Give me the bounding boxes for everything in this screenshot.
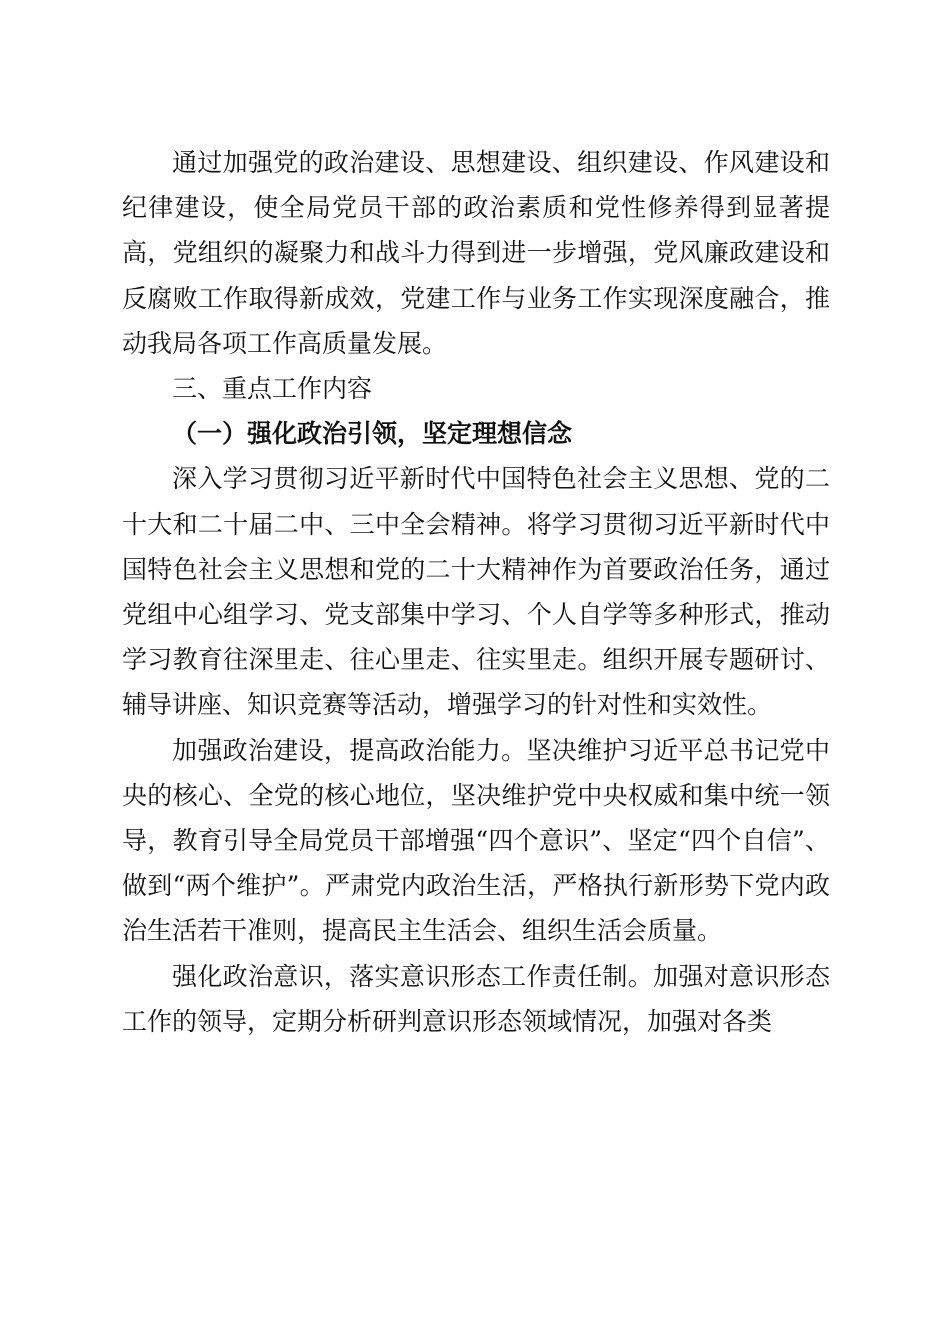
paragraph-political-building: 加强政治建设，提高政治能力。坚决维护习近平总书记党中央的核心、全党的核心地位，坚决维护党中央权威和集中统一领导，教育引导全局党员干部增强“四个意识”、坚定“四个自信”、做到“两个维护”。严肃党内政治生活，严格执行新形势下党内政治生活若干准则，提高民主生活会、组织生活会质量。 (122, 735, 830, 946)
paragraph-goals: 通过加强党的政治建设、思想建设、组织建设、作风建设和纪律建设，使全局党员干部的政治素质和党性修养得到显著提高，党组织的凝聚力和战斗力得到进一步增强，党风廉政建设和反腐败工作取得新成效，党建工作与业务工作实现深度融合，推动我局各项工作高质量发展。 (122, 148, 830, 358)
paragraph-study-thought: 深入学习贯彻习近平新时代中国特色社会主义思想、党的二十大和二十届二中、三中全会精神。将学习贯彻习近平新时代中国特色社会主义思想和党的二十大精神作为首要政治任务，通过党组中心组学习、党支部集中学习、个人自学等多种形式，推动学习教育往深里走、往心里走、往实里走。组织开展专题研讨、辅导讲座、知识竞赛等活动，增强学习的针对性和实效性。 (122, 464, 830, 720)
document-body (122, 140, 830, 1044)
subsection-heading-political-leadership: （一）强化政治引领，坚定理想信念 (172, 419, 573, 449)
paragraph-ideology-responsibility: 强化政治意识，落实意识形态工作责任制。加强对意识形态工作的领导，定期分析研判意识形态领域情况，加强对各类 (122, 961, 830, 1036)
section-heading-key-work: 三、重点工作内容 (172, 374, 373, 404)
